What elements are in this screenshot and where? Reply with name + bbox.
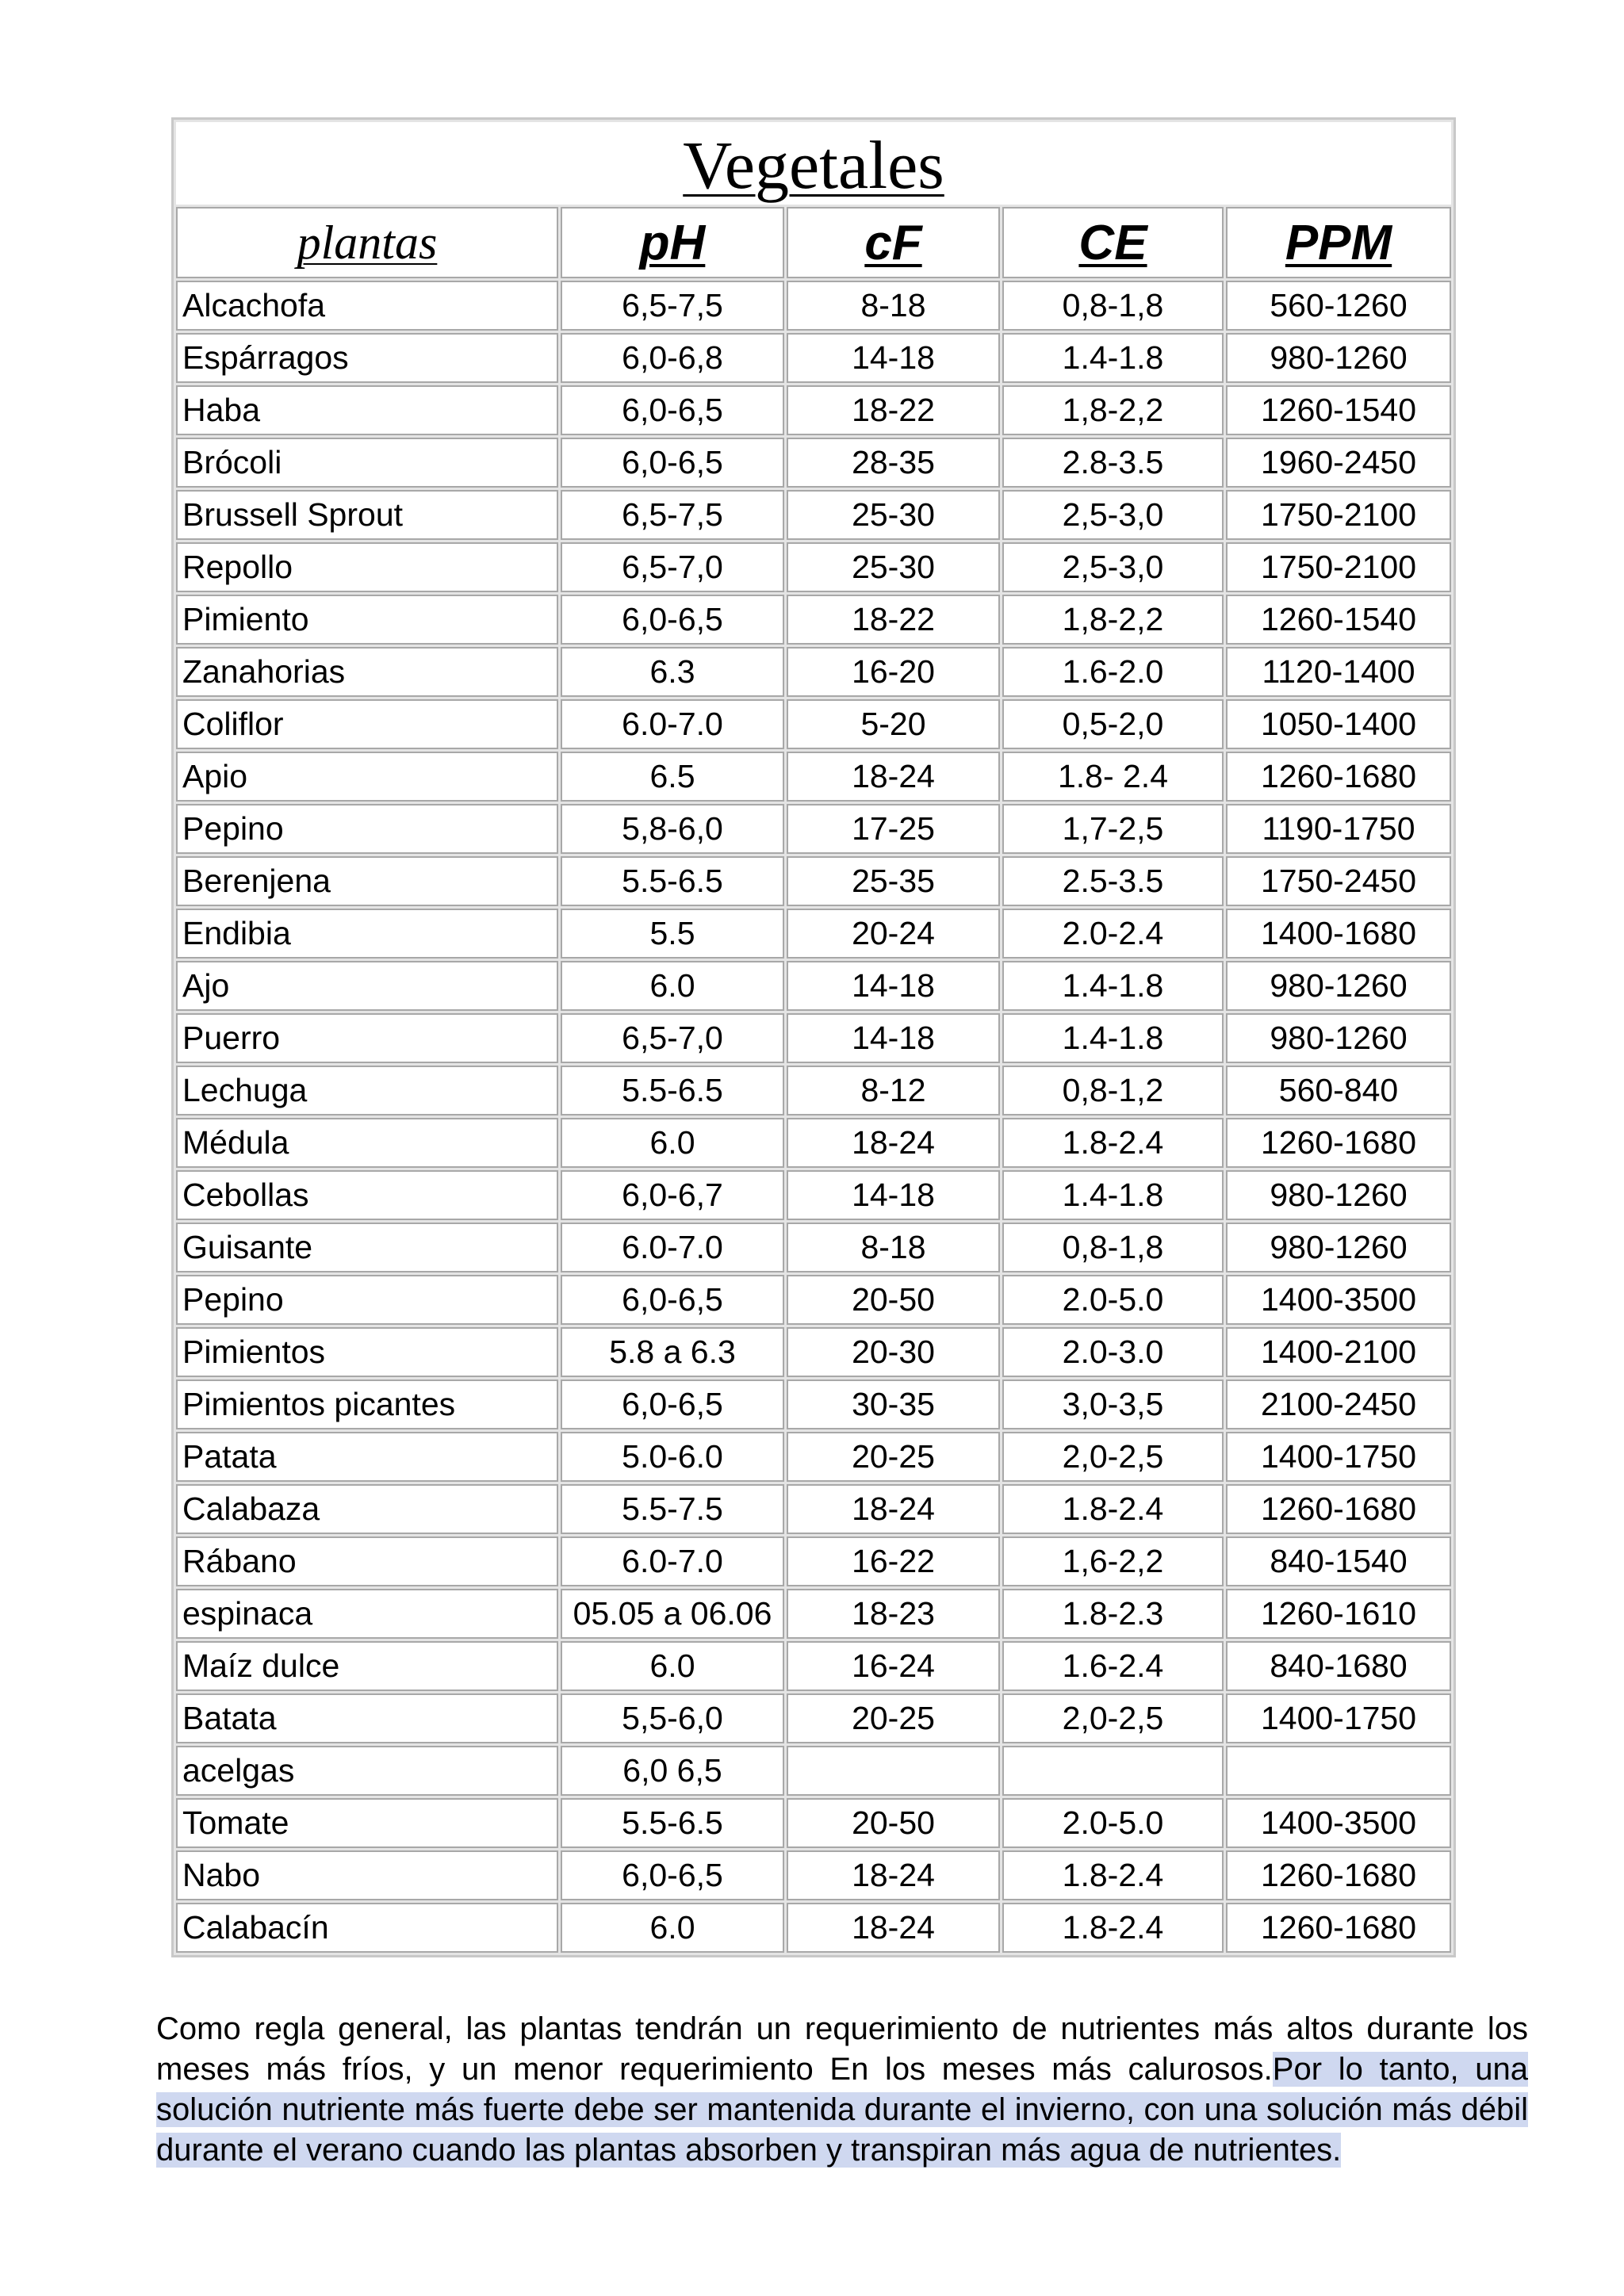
ce-value-cell: 0,8-1,8 — [1002, 1223, 1224, 1272]
plant-name-cell: Pepino — [176, 804, 558, 854]
ppm-value-cell: 840-1680 — [1226, 1641, 1451, 1691]
plant-name-cell: Brócoli — [176, 438, 558, 488]
plant-name-cell: Espárragos — [176, 333, 558, 383]
ppm-value-cell: 1400-1750 — [1226, 1432, 1451, 1482]
table-row — [176, 1693, 1451, 1743]
ppm-value-cell: 1260-1680 — [1226, 1850, 1451, 1900]
ph-value-cell: 5.0-6.0 — [561, 1432, 784, 1482]
ph-value-cell: 6,0-6,5 — [561, 595, 784, 645]
table-row — [176, 281, 1451, 331]
ph-value-cell: 5,8-6,0 — [561, 804, 784, 854]
title-row — [176, 122, 1451, 205]
ph-value-cell: 6,0-6,7 — [561, 1170, 784, 1220]
note-plain-text: Como regla general, las plantas tendrán un requerimiento de nutrientes más altos durante los meses más fríos, y un menor requerimiento En los meses más calurosos. — [156, 2011, 1528, 2087]
ce-value-cell: 2.5-3.5 — [1002, 856, 1224, 906]
plant-name-cell: Alcachofa — [176, 281, 558, 331]
cf-value-cell: 14-18 — [787, 333, 1000, 383]
note-highlighted-text: Por lo tanto, una solución nutriente más fuerte debe ser mantenida durante el invierno, con una solución más débil durante el verano cuando las plantas absorben y transpiran más agua de nutrientes. — [156, 2052, 1528, 2168]
ce-value-cell: 1.6-2.4 — [1002, 1641, 1224, 1691]
cf-value-cell: 16-22 — [787, 1536, 1000, 1586]
vegetables-table-frame — [171, 117, 1451, 1957]
cf-value-cell: 20-50 — [787, 1275, 1000, 1325]
ph-value-cell: 5.5-6.5 — [561, 1066, 784, 1115]
cf-value-cell: 20-24 — [787, 909, 1000, 959]
ppm-value-cell: 1260-1680 — [1226, 752, 1451, 802]
ppm-value-cell: 1400-3500 — [1226, 1275, 1451, 1325]
table-row — [176, 542, 1451, 592]
table-row — [176, 1484, 1451, 1534]
ph-value-cell: 6,5-7,0 — [561, 542, 784, 592]
ce-value-cell: 1,8-2,2 — [1002, 595, 1224, 645]
table-row — [176, 1118, 1451, 1168]
plant-name-cell: Médula — [176, 1118, 558, 1168]
plant-name-cell: Haba — [176, 385, 558, 435]
ph-value-cell: 6.0 — [561, 1641, 784, 1691]
table-row — [176, 1746, 1451, 1796]
header-plantas: plantas — [176, 207, 558, 278]
plant-name-cell: Patata — [176, 1432, 558, 1482]
cf-value-cell: 8-18 — [787, 281, 1000, 331]
cf-value-cell: 14-18 — [787, 1170, 1000, 1220]
ppm-value-cell: 1260-1680 — [1226, 1484, 1451, 1534]
table-row — [176, 1066, 1451, 1115]
ppm-value-cell: 980-1260 — [1226, 961, 1451, 1011]
ppm-value-cell: 1120-1400 — [1226, 647, 1451, 697]
table-row — [176, 1641, 1451, 1691]
ce-value-cell: 2.0-5.0 — [1002, 1798, 1224, 1848]
table-row — [176, 961, 1451, 1011]
ppm-value-cell: 1190-1750 — [1226, 804, 1451, 854]
ppm-value-cell: 1260-1680 — [1226, 1903, 1451, 1953]
plant-name-cell: Pimientos — [176, 1327, 558, 1377]
ppm-value-cell: 1750-2100 — [1226, 490, 1451, 540]
ce-value-cell: 1.8- 2.4 — [1002, 752, 1224, 802]
cf-value-cell: 28-35 — [787, 438, 1000, 488]
ppm-value-cell: 1400-3500 — [1226, 1798, 1451, 1848]
plant-name-cell: Apio — [176, 752, 558, 802]
table-title: Vegetales — [683, 127, 944, 203]
ce-value-cell: 1.4-1.8 — [1002, 333, 1224, 383]
ppm-value-cell: 1750-2450 — [1226, 856, 1451, 906]
ppm-value-cell: 1260-1610 — [1226, 1589, 1451, 1639]
ce-value-cell: 2.0-3.0 — [1002, 1327, 1224, 1377]
plant-name-cell: acelgas — [176, 1746, 558, 1796]
cf-value-cell: 25-35 — [787, 856, 1000, 906]
cf-value-cell: 8-12 — [787, 1066, 1000, 1115]
ph-value-cell: 6,0-6,5 — [561, 1275, 784, 1325]
ph-value-cell: 6,5-7,5 — [561, 281, 784, 331]
ce-value-cell — [1002, 1746, 1224, 1796]
ph-value-cell: 6,0-6,5 — [561, 385, 784, 435]
ph-value-cell: 6,0-6,5 — [561, 438, 784, 488]
table-row — [176, 1850, 1451, 1900]
cf-value-cell: 20-25 — [787, 1693, 1000, 1743]
cf-value-cell: 20-25 — [787, 1432, 1000, 1482]
ce-value-cell: 0,8-1,8 — [1002, 281, 1224, 331]
cf-value-cell — [787, 1746, 1000, 1796]
plant-name-cell: Endibia — [176, 909, 558, 959]
header-cf: cF — [787, 207, 1000, 278]
ppm-value-cell: 980-1260 — [1226, 1013, 1451, 1063]
cf-value-cell: 8-18 — [787, 1223, 1000, 1272]
cf-value-cell: 18-24 — [787, 1903, 1000, 1953]
ce-value-cell: 2,5-3,0 — [1002, 542, 1224, 592]
header-row — [176, 207, 1451, 278]
ppm-value-cell — [1226, 1746, 1451, 1796]
ph-value-cell: 5,5-6,0 — [561, 1693, 784, 1743]
ph-value-cell: 5.5-6.5 — [561, 856, 784, 906]
cf-value-cell: 17-25 — [787, 804, 1000, 854]
ppm-value-cell: 1260-1540 — [1226, 385, 1451, 435]
ppm-value-cell: 560-1260 — [1226, 281, 1451, 331]
plant-name-cell: Cebollas — [176, 1170, 558, 1220]
ppm-value-cell: 2100-2450 — [1226, 1380, 1451, 1429]
plant-name-cell: Guisante — [176, 1223, 558, 1272]
table-row — [176, 804, 1451, 854]
ce-value-cell: 1.8-2.4 — [1002, 1850, 1224, 1900]
cf-value-cell: 14-18 — [787, 961, 1000, 1011]
cf-value-cell: 18-23 — [787, 1589, 1000, 1639]
table-row — [176, 490, 1451, 540]
table-row — [176, 1432, 1451, 1482]
ppm-value-cell: 1260-1680 — [1226, 1118, 1451, 1168]
table-row — [176, 1380, 1451, 1429]
table-row — [176, 438, 1451, 488]
ce-value-cell: 1.8-2.4 — [1002, 1903, 1224, 1953]
table-row — [176, 1170, 1451, 1220]
ph-value-cell: 6.0-7.0 — [561, 1536, 784, 1586]
plant-name-cell: Calabaza — [176, 1484, 558, 1534]
plant-name-cell: espinaca — [176, 1589, 558, 1639]
cf-value-cell: 18-24 — [787, 1850, 1000, 1900]
plant-name-cell: Lechuga — [176, 1066, 558, 1115]
ce-value-cell: 1.8-2.3 — [1002, 1589, 1224, 1639]
ppm-value-cell: 1750-2100 — [1226, 542, 1451, 592]
plant-name-cell: Nabo — [176, 1850, 558, 1900]
table-title-cell — [176, 122, 1451, 205]
cf-value-cell: 20-50 — [787, 1798, 1000, 1848]
ce-value-cell: 1.4-1.8 — [1002, 1013, 1224, 1063]
plant-name-cell: Tomate — [176, 1798, 558, 1848]
plant-name-cell: Rábano — [176, 1536, 558, 1586]
table-row — [176, 909, 1451, 959]
header-ppm: PPM — [1226, 207, 1451, 278]
table-row — [176, 385, 1451, 435]
plant-name-cell: Brussell Sprout — [176, 490, 558, 540]
table-row — [176, 1223, 1451, 1272]
ph-value-cell: 6.0 — [561, 1118, 784, 1168]
cf-value-cell: 25-30 — [787, 542, 1000, 592]
header-ce: CE — [1002, 207, 1224, 278]
table-body — [176, 281, 1451, 1953]
cf-value-cell: 18-22 — [787, 385, 1000, 435]
ce-value-cell: 1,7-2,5 — [1002, 804, 1224, 854]
cf-value-cell: 16-20 — [787, 647, 1000, 697]
ce-value-cell: 2.0-5.0 — [1002, 1275, 1224, 1325]
ppm-value-cell: 1400-2100 — [1226, 1327, 1451, 1377]
ppm-value-cell: 560-840 — [1226, 1066, 1451, 1115]
ph-value-cell: 5.5-7.5 — [561, 1484, 784, 1534]
ce-value-cell: 1.8-2.4 — [1002, 1484, 1224, 1534]
table-row — [176, 752, 1451, 802]
plant-name-cell: Batata — [176, 1693, 558, 1743]
plant-name-cell: Pepino — [176, 1275, 558, 1325]
ph-value-cell: 05.05 a 06.06 — [561, 1589, 784, 1639]
cf-value-cell: 18-22 — [787, 595, 1000, 645]
ph-value-cell: 6,0-6,8 — [561, 333, 784, 383]
ce-value-cell: 2,5-3,0 — [1002, 490, 1224, 540]
table-row — [176, 1536, 1451, 1586]
ph-value-cell: 6,5-7,0 — [561, 1013, 784, 1063]
plant-name-cell: Pimiento — [176, 595, 558, 645]
ppm-value-cell: 1960-2450 — [1226, 438, 1451, 488]
ph-value-cell: 6.0 — [561, 1903, 784, 1953]
ce-value-cell: 0,8-1,2 — [1002, 1066, 1224, 1115]
table-row — [176, 595, 1451, 645]
general-rule-note — [156, 2009, 1528, 2171]
ce-value-cell: 1.6-2.0 — [1002, 647, 1224, 697]
ph-value-cell: 6,0-6,5 — [561, 1380, 784, 1429]
ce-value-cell: 0,5-2,0 — [1002, 699, 1224, 749]
cf-value-cell: 25-30 — [787, 490, 1000, 540]
ce-value-cell: 2.0-2.4 — [1002, 909, 1224, 959]
ph-value-cell: 6,0-6,5 — [561, 1850, 784, 1900]
table-row — [176, 647, 1451, 697]
ppm-value-cell: 980-1260 — [1226, 1223, 1451, 1272]
ph-value-cell: 5.5 — [561, 909, 784, 959]
table-row — [176, 333, 1451, 383]
ph-value-cell: 6.0-7.0 — [561, 699, 784, 749]
ce-value-cell: 1,8-2,2 — [1002, 385, 1224, 435]
ph-value-cell: 6,0 6,5 — [561, 1746, 784, 1796]
ph-value-cell: 6.3 — [561, 647, 784, 697]
plant-name-cell: Calabacín — [176, 1903, 558, 1953]
ph-value-cell: 6.0 — [561, 961, 784, 1011]
cf-value-cell: 16-24 — [787, 1641, 1000, 1691]
table-row — [176, 699, 1451, 749]
ce-value-cell: 2,0-2,5 — [1002, 1693, 1224, 1743]
table-row — [176, 1275, 1451, 1325]
ppm-value-cell: 1400-1680 — [1226, 909, 1451, 959]
table-row — [176, 1589, 1451, 1639]
header-ph: pH — [561, 207, 784, 278]
ppm-value-cell: 1050-1400 — [1226, 699, 1451, 749]
cf-value-cell: 30-35 — [787, 1380, 1000, 1429]
ppm-value-cell: 980-1260 — [1226, 333, 1451, 383]
cf-value-cell: 18-24 — [787, 1118, 1000, 1168]
table-row — [176, 1798, 1451, 1848]
plant-name-cell: Maíz dulce — [176, 1641, 558, 1691]
cf-value-cell: 20-30 — [787, 1327, 1000, 1377]
plant-name-cell: Zanahorias — [176, 647, 558, 697]
cf-value-cell: 18-24 — [787, 752, 1000, 802]
ce-value-cell: 2.8-3.5 — [1002, 438, 1224, 488]
ce-value-cell: 3,0-3,5 — [1002, 1380, 1224, 1429]
ce-value-cell: 1.4-1.8 — [1002, 1170, 1224, 1220]
table-row — [176, 856, 1451, 906]
ppm-value-cell: 1260-1540 — [1226, 595, 1451, 645]
cf-value-cell: 5-20 — [787, 699, 1000, 749]
plant-name-cell: Ajo — [176, 961, 558, 1011]
ppm-value-cell: 980-1260 — [1226, 1170, 1451, 1220]
table-row — [176, 1013, 1451, 1063]
plant-name-cell: Puerro — [176, 1013, 558, 1063]
ph-value-cell: 6.0-7.0 — [561, 1223, 784, 1272]
ppm-value-cell: 840-1540 — [1226, 1536, 1451, 1586]
ppm-value-cell: 1400-1750 — [1226, 1693, 1451, 1743]
ph-value-cell: 6,5-7,5 — [561, 490, 784, 540]
plant-name-cell: Repollo — [176, 542, 558, 592]
table-row — [176, 1327, 1451, 1377]
plant-name-cell: Berenjena — [176, 856, 558, 906]
vegetables-table — [171, 117, 1456, 1957]
ce-value-cell: 1,6-2,2 — [1002, 1536, 1224, 1586]
ce-value-cell: 2,0-2,5 — [1002, 1432, 1224, 1482]
ce-value-cell: 1.4-1.8 — [1002, 961, 1224, 1011]
cf-value-cell: 18-24 — [787, 1484, 1000, 1534]
plant-name-cell: Pimientos picantes — [176, 1380, 558, 1429]
ph-value-cell: 5.8 a 6.3 — [561, 1327, 784, 1377]
table-row — [176, 1903, 1451, 1953]
ce-value-cell: 1.8-2.4 — [1002, 1118, 1224, 1168]
plant-name-cell: Coliflor — [176, 699, 558, 749]
ph-value-cell: 6.5 — [561, 752, 784, 802]
ph-value-cell: 5.5-6.5 — [561, 1798, 784, 1848]
cf-value-cell: 14-18 — [787, 1013, 1000, 1063]
